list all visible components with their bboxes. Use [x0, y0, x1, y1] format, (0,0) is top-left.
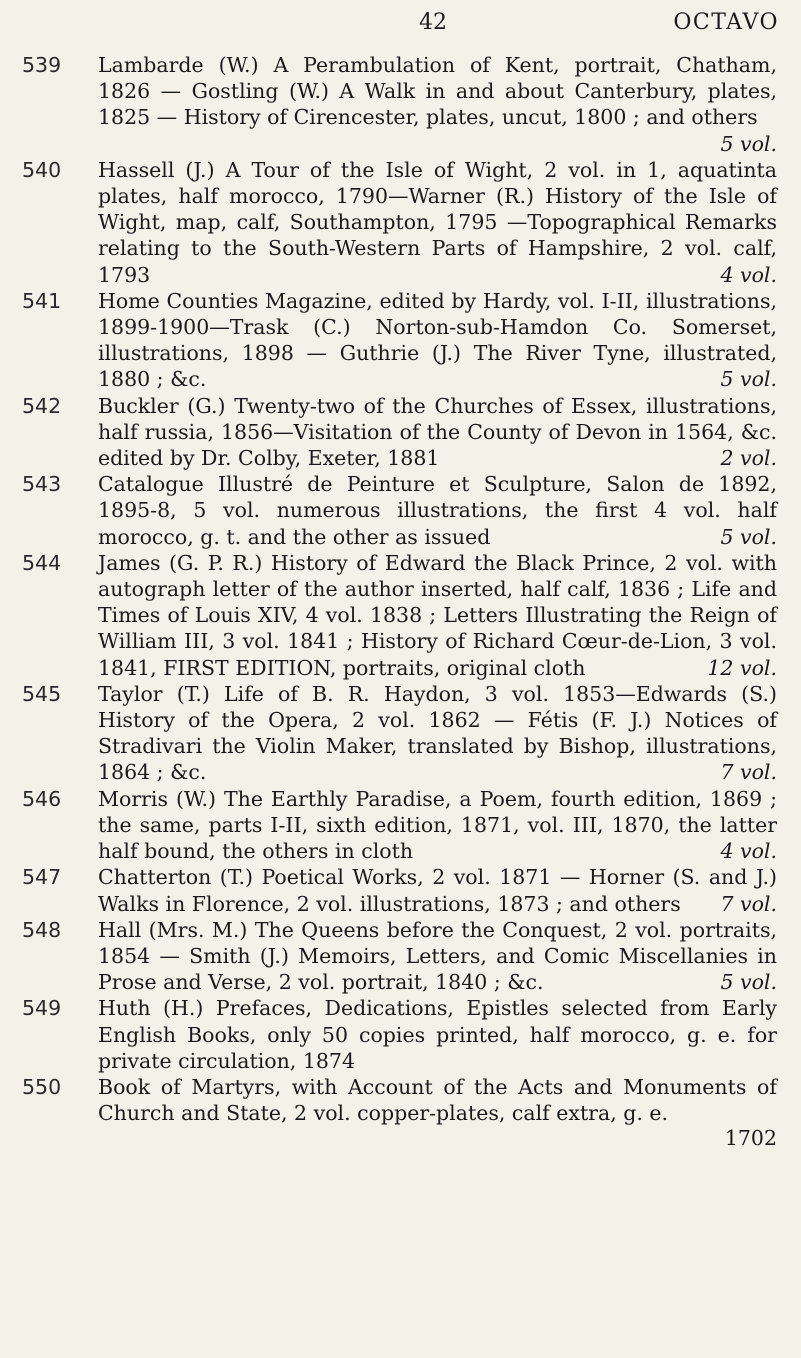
- lot-number: 544: [22, 550, 62, 575]
- lot-list: [0, 52, 801, 1150]
- section-title: OCTAVO: [673, 10, 779, 35]
- lot-number: 548: [22, 917, 62, 942]
- lot-entry: [0, 917, 801, 996]
- lot-entry: [0, 393, 801, 472]
- lot-volumes: 5 vol.: [720, 970, 777, 995]
- lot-entry: [0, 786, 801, 865]
- lot-description: Huth (H.) Prefaces, Dedications, Epistles selected from Early English Books, only 50 copies printed, half morocco, g. e. for private circulation, 1874: [98, 996, 777, 1073]
- lot-description: Chatterton (T.) Poetical Works, 2 vol. 1871 — Horner (S. and J.) Walks in Florence, 2 vol. illustrations, 1873 ; and others: [98, 865, 777, 916]
- lot-number: 547: [22, 865, 62, 890]
- lot-number: 546: [22, 786, 62, 811]
- lot-volumes: 5 vol.: [720, 131, 777, 156]
- lot-entry: [0, 681, 801, 786]
- lot-volumes: 5 vol.: [720, 367, 777, 392]
- lot-volumes: 2 vol.: [720, 446, 777, 471]
- lot-entry: [0, 157, 801, 288]
- lot-number: 543: [22, 472, 62, 497]
- lot-description: James (G. P. R.) History of Edward the Black Prince, 2 vol. with autograph letter of the author inserted, half calf, 1836 ; Life and Times of Louis XIV, 4 vol. 1838 ; Letters Illustrating the Reign of William III, 3 vol. 1841 ; History of Richard Cœur-de-Lion, 3 vol. 1841, FIRST EDITION, portraits, original cloth: [98, 550, 777, 680]
- lot-entry: [0, 52, 801, 157]
- lot-entry: [0, 864, 801, 916]
- lot-volumes: 4 vol.: [720, 839, 777, 864]
- lot-description: Hall (Mrs. M.) The Queens before the Conquest, 2 vol. portraits, 1854 — Smith (J.) Memoirs, Letters, and Comic Miscellanies in Prose and Verse, 2 vol. portrait, 1840 ; &c.: [98, 917, 777, 995]
- lot-number: 545: [22, 681, 62, 706]
- lot-description: Hassell (J.) A Tour of the Isle of Wight, 2 vol. in 1, aquatinta plates, half morocco, 1790—Warner (R.) History of the Isle of Wight, map, calf, Southampton, 1795 —Topographical Remarks relating to the South-Western Parts of Hampshire, 2 vol. calf, 1793: [98, 157, 777, 287]
- lot-description: Home Counties Magazine, edited by Hardy, vol. I-II, illustrations, 1899-1900—Trask (C.) Norton-sub-Hamdon Co. Somerset, illustrations, 1898 — Guthrie (J.) The River Tyne, illustrated, 1880 ; &c.: [98, 288, 777, 392]
- lot-description: Book of Martyrs, with Account of the Acts and Monuments of Church and State, 2 vol. copper-plates, calf extra, g. e.: [98, 1074, 777, 1126]
- lot-entry: [0, 471, 801, 550]
- lot-description: Morris (W.) The Earthly Paradise, a Poem, fourth edition, 1869 ; the same, parts I-II, sixth edition, 1871, vol. III, 1870, the latter half bound, the others in cloth: [98, 786, 777, 864]
- lot-description: Lambarde (W.) A Perambulation of Kent, portrait, Chatham, 1826 — Gostling (W.) A Walk in and about Canterbury, plates, 1825 — History of Cirencester, plates, uncut, 1800 ; and others: [98, 53, 777, 130]
- lot-entry: [0, 550, 801, 681]
- lot-number: 542: [22, 393, 62, 418]
- lot-number: 539: [22, 53, 62, 77]
- lot-volumes: 7 vol.: [720, 891, 777, 916]
- lot-description: Catalogue Illustré de Peinture et Sculpture, Salon de 1892, 1895-8, 5 vol. numerous illustrations, the first 4 vol. half morocco, g. t. and the other as issued: [98, 472, 777, 549]
- lot-volumes: 7 vol.: [720, 760, 777, 785]
- lot-description: Taylor (T.) Life of B. R. Haydon, 3 vol. 1853—Edwards (S.) History of the Opera, 2 vol. 1862 — Fétis (F. J.) Notices of Stradivari the Violin Maker, translated by Bishop, illustrations, 1864 ; &c.: [98, 681, 777, 785]
- lot-number: 550: [22, 1074, 62, 1099]
- lot-volumes: 4 vol.: [720, 262, 777, 287]
- lot-entry: [0, 288, 801, 393]
- lot-number: 541: [22, 288, 62, 313]
- page-header: [0, 6, 801, 46]
- lot-volumes: 5 vol.: [720, 524, 777, 549]
- page-number: 42: [419, 10, 447, 35]
- lot-entry: [0, 1074, 801, 1126]
- lot-description: Buckler (G.) Twenty-two of the Churches of Essex, illustrations, half russia, 1856—Visitation of the County of Devon in 1564, &c. edited by Dr. Colby, Exeter, 1881: [98, 393, 777, 471]
- lot-number: 549: [22, 996, 62, 1021]
- lot-volumes: 12 vol.: [707, 655, 777, 680]
- lot-entry: [0, 995, 801, 1074]
- lot-number: 540: [22, 157, 62, 182]
- trailing-number: 1702: [724, 1126, 777, 1151]
